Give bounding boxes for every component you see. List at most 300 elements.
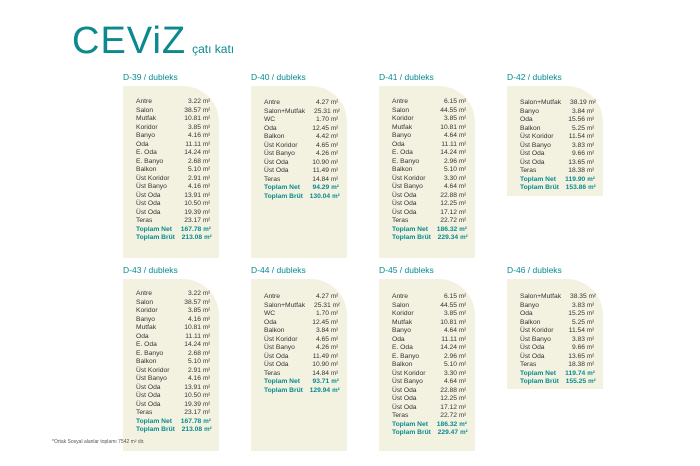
area-unit: m²	[587, 158, 595, 166]
room-row	[264, 150, 343, 159]
area-unit: m²	[459, 191, 467, 199]
room-area: 3.30	[443, 369, 457, 377]
area-unit: m²	[331, 116, 339, 123]
room-area: 2.91	[187, 174, 201, 182]
room-label: Üst Oda	[392, 191, 417, 199]
area-unit: m²	[459, 123, 467, 131]
room-area: 11.11	[185, 332, 201, 340]
area-unit: m²	[203, 375, 211, 382]
room-label: E. Oda	[392, 344, 413, 351]
room-area: 18.38	[568, 167, 585, 174]
area-unit: m²	[203, 166, 211, 173]
area-unit: m²	[203, 174, 211, 182]
room-list	[392, 293, 471, 438]
room-area: 22.88	[440, 191, 457, 199]
total-value: 229.34	[437, 234, 459, 241]
room-area: 10.81	[440, 318, 457, 326]
room-list	[264, 293, 343, 395]
room-label: E. Banyo	[392, 157, 420, 165]
area-unit: m²	[203, 132, 211, 139]
room-label: Üst Oda	[264, 167, 289, 174]
room-list	[520, 99, 599, 193]
room-area: 14.24	[184, 149, 201, 156]
room-label: Banyo	[136, 315, 155, 323]
total-label: Toplam Net	[264, 378, 300, 385]
room-label: Üst Banyo	[136, 183, 167, 190]
area-unit: m²	[460, 429, 468, 436]
room-area: 12.25	[440, 200, 457, 207]
room-row	[264, 302, 343, 311]
area-unit: m²	[587, 141, 595, 149]
total-row	[392, 234, 471, 243]
room-area: 10.50	[184, 200, 201, 207]
room-area: 10.81	[184, 115, 201, 122]
room-area: 12.25	[440, 395, 457, 402]
room-area: 13.65	[568, 158, 585, 166]
room-area: 2.68	[187, 157, 201, 165]
total-value: 213.08	[181, 426, 203, 433]
total-label: Toplam Brüt	[264, 192, 303, 200]
room-area: 10.81	[184, 324, 201, 331]
room-row	[136, 401, 215, 410]
room-row	[392, 395, 471, 404]
room-row	[136, 107, 215, 116]
room-area: 6.15	[443, 293, 457, 300]
room-area: 13.91	[184, 383, 201, 391]
room-row	[136, 375, 215, 384]
area-unit: m²	[331, 158, 339, 166]
total-value: 119.90	[565, 175, 586, 183]
room-row	[264, 142, 343, 151]
area-unit: m²	[587, 116, 595, 123]
room-row	[264, 293, 343, 302]
area-unit: m²	[459, 310, 467, 317]
room-area: 3.84	[571, 107, 585, 115]
room-row	[136, 158, 215, 167]
total-label: Toplam Net	[264, 184, 300, 191]
area-unit: m²	[459, 166, 467, 173]
room-row	[392, 361, 471, 370]
room-label: Teras	[392, 217, 409, 224]
area-unit: m²	[459, 208, 467, 216]
room-area: 23.17	[184, 409, 201, 416]
room-row	[136, 115, 215, 124]
room-area: 5.25	[571, 124, 585, 132]
area-unit: m²	[331, 133, 339, 140]
room-label: Üst Koridor	[520, 327, 554, 334]
area-unit: m²	[459, 378, 467, 385]
room-row	[136, 209, 215, 218]
area-unit: m²	[587, 369, 595, 377]
room-area: 14.84	[312, 175, 329, 183]
room-area: 11.11	[441, 140, 457, 148]
room-area: 3.85	[443, 310, 457, 317]
area-unit: m²	[331, 361, 339, 368]
area-unit: m²	[203, 191, 211, 199]
area-unit: m²	[459, 200, 467, 207]
room-label: Üst Oda	[392, 200, 417, 207]
room-area: 2.91	[187, 366, 201, 374]
room-area: 3.85	[443, 115, 457, 122]
room-row	[264, 133, 343, 142]
total-row	[392, 429, 471, 438]
room-label: Banyo	[392, 327, 411, 334]
room-row	[520, 167, 599, 176]
room-area: 22.88	[440, 386, 457, 394]
area-unit: m²	[203, 332, 211, 340]
room-list	[136, 98, 215, 243]
area-unit: m²	[459, 395, 467, 402]
area-unit: m²	[459, 174, 467, 182]
room-row	[136, 149, 215, 158]
card-title: D-43 / dubleks	[123, 265, 178, 275]
area-unit: m²	[587, 133, 595, 140]
room-label: Oda	[136, 140, 149, 148]
total-row	[392, 226, 471, 235]
total-value: 229.47	[437, 429, 459, 436]
room-row	[392, 149, 471, 158]
area-unit: m²	[203, 149, 211, 156]
room-row	[136, 341, 215, 350]
room-area: 4.64	[443, 327, 457, 334]
room-label: Salon+Mutfak	[520, 293, 562, 300]
room-label: Koridor	[136, 307, 158, 314]
room-row	[520, 344, 599, 353]
room-row	[520, 142, 599, 151]
area-unit: m²	[331, 327, 339, 334]
area-unit: m²	[587, 352, 595, 360]
room-row	[264, 344, 343, 353]
total-row	[520, 176, 599, 185]
area-unit: m²	[331, 124, 339, 132]
room-row	[264, 319, 343, 328]
room-area: 4.16	[187, 375, 201, 382]
room-area: 6.15	[443, 98, 457, 105]
room-row	[392, 378, 471, 387]
total-value: 186.32	[436, 225, 458, 233]
room-label: Üst Koridor	[392, 174, 426, 182]
room-area: 3.83	[571, 141, 585, 149]
room-row	[264, 336, 343, 345]
room-row	[136, 166, 215, 175]
room-row	[392, 412, 471, 421]
room-area: 9.66	[571, 344, 585, 351]
room-area: 1.70	[315, 310, 329, 317]
room-row	[392, 132, 471, 141]
room-area: 4.64	[443, 132, 457, 139]
area-unit: m²	[203, 383, 211, 391]
room-area: 18.38	[568, 361, 585, 368]
room-label: Teras	[392, 412, 409, 419]
room-label: Üst Koridor	[520, 133, 554, 140]
room-label: Üst Koridor	[264, 141, 298, 149]
total-value: 94.29	[312, 184, 330, 191]
room-label: Banyo	[520, 301, 539, 309]
room-row	[392, 404, 471, 413]
room-row	[392, 115, 471, 124]
room-label: Balkon	[392, 166, 413, 173]
area-unit: m²	[587, 361, 595, 368]
total-label: Toplam Net	[392, 420, 428, 428]
area-unit: m²	[587, 335, 595, 343]
room-row	[136, 350, 215, 359]
room-row	[520, 293, 599, 302]
area-unit: m²	[587, 124, 595, 132]
room-list	[136, 290, 215, 435]
area-unit: m²	[459, 98, 467, 105]
area-unit: m²	[588, 293, 596, 300]
area-unit: m²	[203, 392, 211, 399]
room-label: Antre	[264, 293, 280, 300]
room-label: Teras	[136, 409, 153, 416]
room-label: Oda	[136, 332, 149, 340]
room-row	[264, 108, 343, 117]
room-label: Üst Oda	[136, 383, 161, 391]
total-row	[136, 426, 215, 435]
room-row	[264, 99, 343, 108]
area-unit: m²	[459, 293, 467, 300]
room-label: E. Banyo	[136, 349, 164, 357]
room-area: 12.45	[312, 318, 329, 326]
room-row	[136, 200, 215, 209]
area-unit: m²	[203, 200, 211, 207]
area-unit: m²	[587, 301, 595, 309]
total-label: Toplam Net	[136, 225, 172, 233]
total-value: 213.08	[181, 234, 203, 241]
total-row	[520, 184, 599, 193]
room-area: 19.39	[184, 208, 201, 216]
room-label: Üst Oda	[136, 208, 161, 216]
room-row	[520, 302, 599, 311]
room-area: 23.17	[184, 217, 201, 224]
area-unit: m²	[587, 167, 595, 174]
room-label: Üst Oda	[520, 352, 545, 360]
total-label: Toplam Net	[392, 225, 428, 233]
area-unit: m²	[459, 386, 467, 394]
total-label: Toplam Brüt	[520, 378, 559, 385]
total-label: Toplam Net	[520, 369, 556, 377]
card-title: D-45 / dubleks	[379, 265, 434, 275]
area-unit: m²	[203, 157, 211, 165]
room-row	[136, 316, 215, 325]
area-unit: m²	[460, 234, 468, 241]
room-area: 14.24	[440, 149, 457, 156]
room-row	[136, 367, 215, 376]
room-label: Üst Oda	[392, 386, 417, 394]
footnote: *Ortak Sosyal alanlar toplamı 7542 m² dir.	[52, 439, 145, 445]
area-unit: m²	[459, 157, 467, 165]
total-label: Toplam Net	[136, 417, 172, 425]
room-label: Banyo	[520, 107, 539, 115]
total-label: Toplam Brüt	[520, 184, 559, 191]
room-area: 22.72	[440, 412, 457, 419]
room-label: Koridor	[392, 115, 414, 122]
room-label: Mutfak	[136, 324, 157, 331]
area-unit: m²	[587, 107, 595, 115]
room-label: Üst Oda	[136, 200, 161, 207]
room-row	[392, 353, 471, 362]
room-row	[136, 324, 215, 333]
room-row	[136, 299, 215, 308]
area-unit: m²	[331, 378, 339, 385]
room-row	[392, 336, 471, 345]
room-label: Teras	[520, 167, 537, 174]
area-unit: m²	[331, 344, 339, 351]
area-unit: m²	[203, 341, 211, 348]
area-unit: m²	[203, 183, 211, 190]
area-unit: m²	[203, 315, 211, 323]
room-area: 2.68	[187, 349, 201, 357]
room-label: Balkon	[392, 361, 413, 368]
area-unit: m²	[587, 310, 595, 317]
room-area: 38.35	[569, 293, 587, 300]
card-title: D-39 / dubleks	[123, 72, 178, 82]
room-row	[136, 392, 215, 401]
total-row	[520, 378, 599, 387]
room-area: 11.54	[568, 133, 585, 140]
room-row	[264, 176, 343, 185]
room-row	[392, 344, 471, 353]
area-unit: m²	[587, 327, 595, 334]
room-area: 12.45	[312, 124, 329, 132]
room-area: 3.84	[315, 327, 329, 334]
room-area: 4.26	[315, 150, 329, 157]
room-area: 4.16	[187, 132, 201, 139]
room-area: 38.57	[184, 298, 201, 306]
room-area: 3.85	[187, 307, 201, 314]
total-value: 119.74	[565, 369, 586, 377]
total-row	[392, 421, 471, 430]
room-area: 10.50	[184, 392, 201, 399]
room-area: 13.91	[184, 191, 201, 199]
card-title: D-40 / dubleks	[251, 72, 306, 82]
room-area: 14.84	[312, 369, 329, 377]
room-row	[520, 150, 599, 159]
room-area: 5.10	[443, 166, 457, 173]
total-row	[136, 226, 215, 235]
area-unit: m²	[588, 184, 596, 191]
area-unit: m²	[459, 301, 467, 309]
card-title: D-42 / dubleks	[507, 72, 562, 82]
room-label: Üst Oda	[392, 395, 417, 402]
room-row	[392, 107, 471, 116]
area-unit: m²	[203, 417, 211, 425]
area-unit: m²	[331, 369, 339, 377]
room-label: Üst Oda	[520, 158, 545, 166]
room-label: Üst Banyo	[264, 150, 295, 157]
room-label: Antre	[136, 290, 152, 297]
room-list	[264, 99, 343, 201]
room-row	[392, 192, 471, 201]
area-unit: m²	[459, 225, 467, 233]
room-row	[136, 358, 215, 367]
area-unit: m²	[332, 192, 340, 200]
room-label: Teras	[264, 175, 281, 183]
room-row	[392, 166, 471, 175]
area-unit: m²	[331, 352, 339, 360]
room-label: Oda	[520, 310, 533, 317]
room-label: Üst Oda	[264, 361, 289, 368]
room-area: 3.30	[443, 174, 457, 182]
room-label: Mutfak	[392, 123, 413, 131]
room-row	[520, 361, 599, 370]
total-label: Toplam Brüt	[392, 234, 431, 241]
area-unit: m²	[203, 217, 211, 224]
area-unit: m²	[203, 307, 211, 314]
room-row	[264, 310, 343, 319]
area-unit: m²	[203, 106, 211, 114]
room-label: Oda	[264, 318, 277, 326]
room-label: Salon+Mutfak	[264, 107, 306, 115]
total-row	[264, 184, 343, 193]
room-row	[264, 327, 343, 336]
area-unit: m²	[587, 175, 595, 183]
room-area: 4.65	[315, 141, 329, 149]
room-row	[136, 183, 215, 192]
room-row	[392, 141, 471, 150]
room-area: 25.31	[313, 107, 331, 115]
area-unit: m²	[459, 115, 467, 122]
area-unit: m²	[204, 234, 212, 241]
area-unit: m²	[203, 349, 211, 357]
room-label: Üst Oda	[520, 344, 545, 351]
room-row	[520, 310, 599, 319]
area-unit: m²	[203, 98, 211, 105]
room-area: 3.83	[571, 335, 585, 343]
room-row	[392, 293, 471, 302]
room-label: Üst Banyo	[520, 141, 551, 149]
room-label: Teras	[520, 361, 537, 368]
room-row	[136, 217, 215, 226]
room-label: Mutfak	[392, 318, 413, 326]
room-label: E. Oda	[136, 341, 157, 348]
room-row	[392, 158, 471, 167]
room-label: Teras	[136, 217, 153, 224]
room-row	[136, 290, 215, 299]
room-area: 4.64	[443, 183, 457, 190]
area-unit: m²	[204, 426, 212, 433]
room-area: 14.24	[440, 344, 457, 351]
room-row	[392, 209, 471, 218]
area-unit: m²	[459, 106, 467, 114]
room-area: 3.22	[187, 290, 201, 297]
room-row	[136, 175, 215, 184]
area-unit: m²	[331, 335, 339, 343]
area-unit: m²	[331, 175, 339, 183]
room-area: 4.64	[443, 378, 457, 385]
room-label: Balkon	[520, 124, 541, 132]
room-area: 17.12	[440, 208, 457, 216]
room-row	[392, 98, 471, 107]
card-title: D-44 / dubleks	[251, 265, 306, 275]
room-label: Oda	[264, 124, 277, 132]
room-row	[520, 133, 599, 142]
area-unit: m²	[459, 217, 467, 224]
room-row	[136, 192, 215, 201]
room-label: Balkon	[520, 318, 541, 326]
total-label: Toplam Net	[520, 175, 556, 183]
card-title: D-41 / dubleks	[379, 72, 434, 82]
room-label: Koridor	[392, 310, 414, 317]
room-row	[520, 125, 599, 134]
room-label: Antre	[392, 98, 408, 105]
room-area: 15.56	[568, 116, 585, 123]
room-label: Koridor	[136, 123, 158, 131]
room-row	[392, 319, 471, 328]
total-row	[136, 418, 215, 427]
area-unit: m²	[459, 132, 467, 139]
room-label: Üst Koridor	[392, 369, 426, 377]
